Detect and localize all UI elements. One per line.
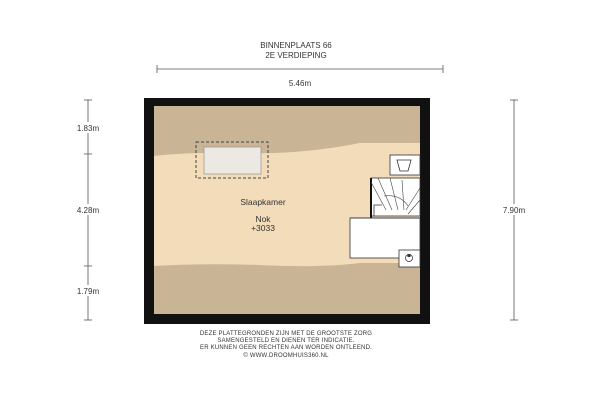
sink-icon (390, 155, 420, 175)
disclaimer-line: ER KUNNEN GEEN RECHTEN AAN WORDEN ONTLEEND. (200, 345, 372, 352)
total-height-label: 7.90m (502, 206, 526, 215)
ridge-label: Nok (255, 214, 271, 224)
segment-label-top: 1.83m (76, 124, 100, 133)
width-label: 5.46m (288, 79, 312, 88)
width-dimension (157, 65, 443, 73)
disclaimer (0, 331, 572, 360)
disclaimer-line: SAMENGESTELD EN DIENEN TER INDICATIE. (217, 338, 355, 345)
address-title: BINNENPLAATS 66 (260, 41, 332, 50)
low-ceiling-zone-bottom (154, 263, 420, 314)
segment-label-middle: 4.28m (76, 206, 100, 215)
boiler-icon (399, 250, 420, 267)
segment-label-bottom: 1.79m (76, 287, 100, 296)
skylight-icon (196, 142, 268, 178)
disclaimer-line: DEZE PLATTEGRONDEN ZIJN MET DE GROOTSTE ZORG (199, 331, 373, 337)
disclaimer-line: © WWW.DROOMHUIS360.NL (243, 352, 329, 359)
floor-title: 2E VERDIEPING (265, 51, 327, 60)
room-name: Slaapkamer (240, 197, 286, 207)
ridge-height: +3033 (251, 223, 275, 233)
